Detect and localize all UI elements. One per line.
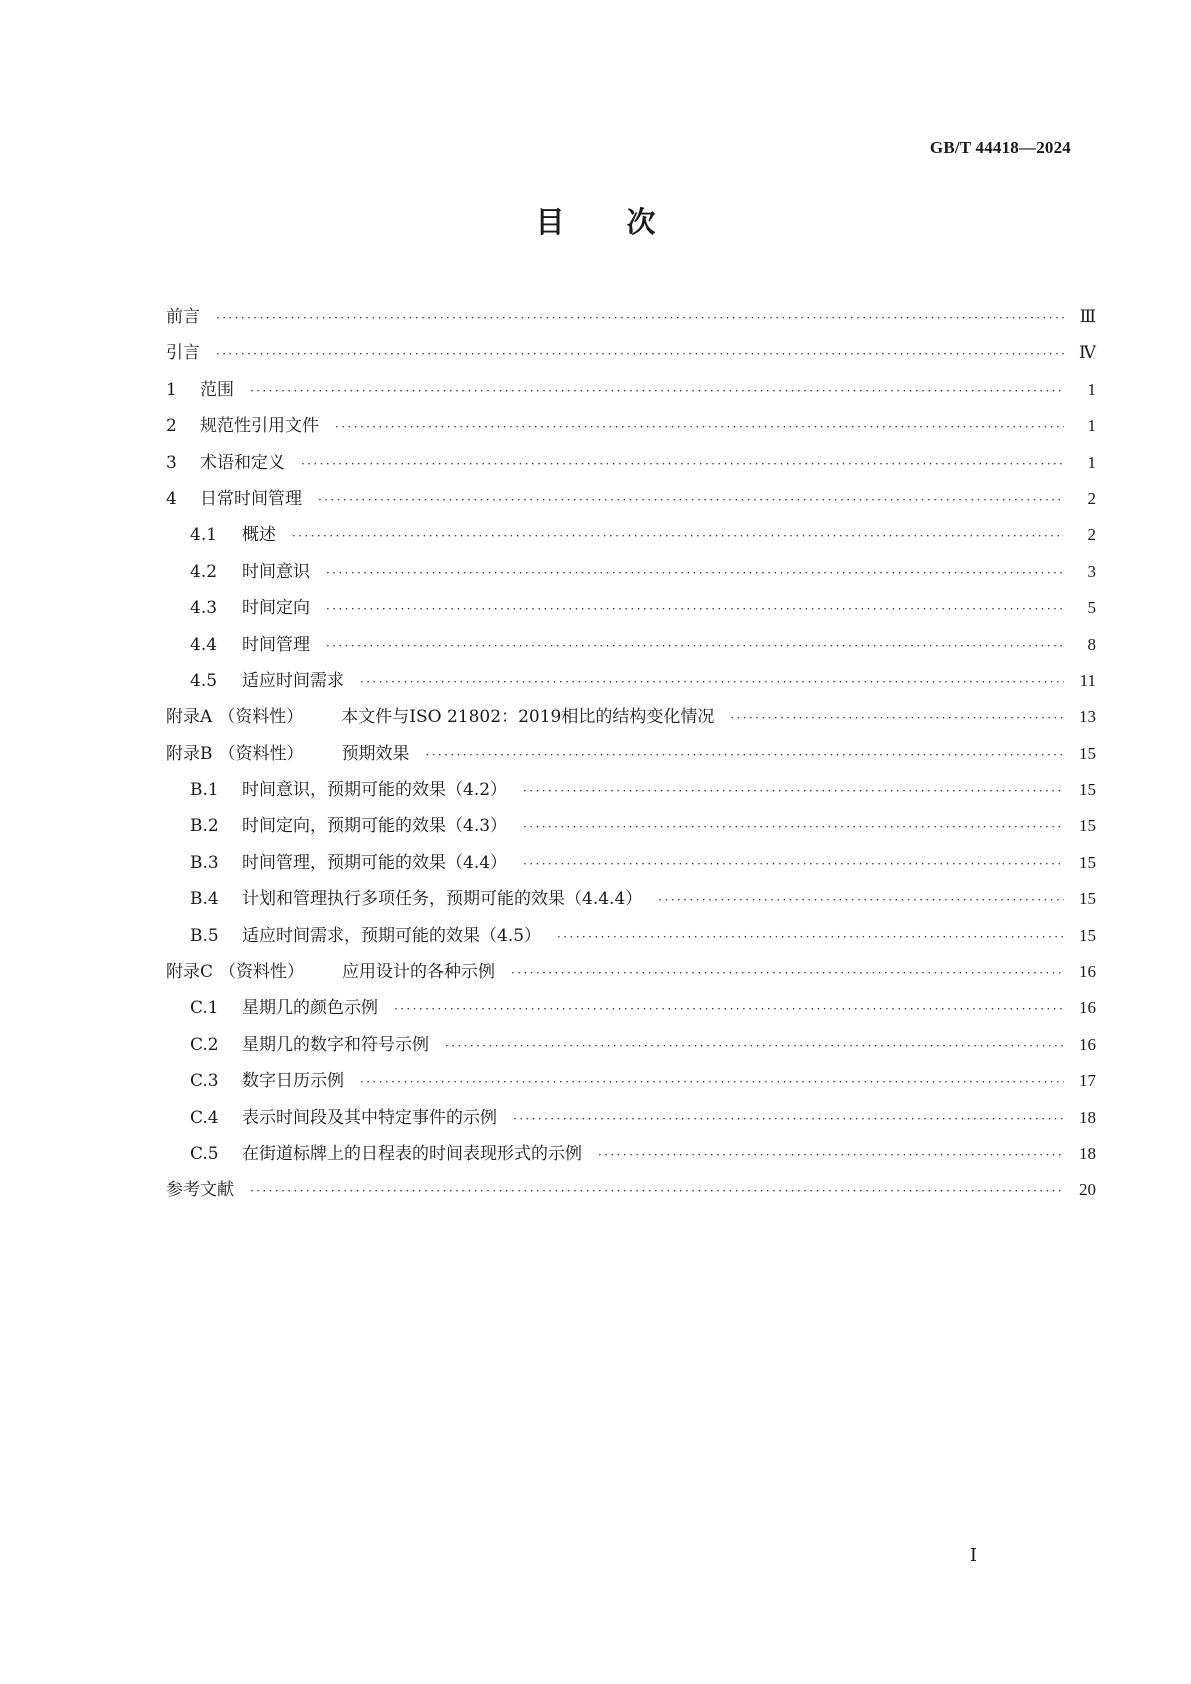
toc-label: 星期几的数字和符号示例 xyxy=(242,1034,429,1055)
toc-entry-4-5[interactable] xyxy=(166,666,1096,702)
toc-number: 4 xyxy=(166,488,177,509)
dot-leader xyxy=(511,966,1064,980)
dot-leader xyxy=(335,420,1064,434)
toc-entry-foreword[interactable] xyxy=(166,302,1096,338)
dot-leader xyxy=(360,1075,1064,1089)
dot-leader xyxy=(523,820,1064,834)
toc-entry-c-2[interactable] xyxy=(166,1030,1096,1066)
toc-page: 3 xyxy=(1087,561,1096,581)
toc-page: 18 xyxy=(1079,1143,1096,1163)
toc-number: 4.1 xyxy=(190,525,218,546)
toc-entry-c-5[interactable] xyxy=(166,1139,1096,1175)
toc-label: 术语和定义 xyxy=(200,452,285,473)
dot-leader xyxy=(523,784,1064,798)
toc-entry-4-2[interactable] xyxy=(166,557,1096,593)
toc-entry-annex-b[interactable] xyxy=(166,739,1096,775)
toc-number: 附录B xyxy=(166,743,213,764)
toc-label: 预期效果 xyxy=(341,743,410,764)
toc-page: 1 xyxy=(1087,416,1096,436)
toc-entry-b-5[interactable] xyxy=(166,921,1096,957)
toc-number: 附录A xyxy=(166,707,213,728)
toc-number: B.3 xyxy=(190,852,219,873)
toc-entry-b-2[interactable] xyxy=(166,811,1096,847)
toc-label: 参考文献 xyxy=(166,1180,234,1201)
toc-label: 在街道标牌上的日程表的时间表现形式的示例 xyxy=(242,1143,582,1164)
toc-entry-1[interactable] xyxy=(166,375,1096,411)
dot-leader xyxy=(326,566,1064,580)
annex-category: （资料性） xyxy=(218,707,304,728)
toc-label: 时间定向，预期可能的效果（4.3） xyxy=(242,816,508,837)
toc-page: 16 xyxy=(1079,962,1096,982)
toc-title: 目次 xyxy=(535,205,718,239)
dot-leader xyxy=(730,711,1064,725)
toc-page: 15 xyxy=(1079,889,1096,909)
toc-page: 16 xyxy=(1079,1034,1096,1054)
annex-category: （资料性） xyxy=(219,962,305,983)
toc-page: 15 xyxy=(1079,925,1096,945)
toc-number: C.5 xyxy=(190,1143,219,1164)
toc-label: 前言 xyxy=(166,307,200,327)
dot-leader xyxy=(658,893,1064,907)
toc-page: 18 xyxy=(1079,1107,1096,1127)
toc-entry-c-1[interactable] xyxy=(166,993,1096,1029)
toc-entry-bibliography[interactable] xyxy=(166,1175,1096,1211)
table-of-contents xyxy=(166,302,1096,1212)
dot-leader xyxy=(360,675,1064,689)
toc-page: 15 xyxy=(1079,852,1096,872)
toc-page: 15 xyxy=(1079,743,1096,763)
toc-label: 表示时间段及其中特定事件的示例 xyxy=(242,1107,497,1128)
toc-number: 1 xyxy=(166,379,177,400)
dot-leader xyxy=(216,311,1064,325)
toc-number: 4.3 xyxy=(190,598,218,619)
toc-label: 范围 xyxy=(200,379,234,400)
toc-label: 应用设计的各种示例 xyxy=(342,962,496,983)
dot-leader xyxy=(598,1148,1064,1162)
toc-entry-annex-a[interactable] xyxy=(166,702,1096,738)
toc-number: C.3 xyxy=(190,1071,219,1092)
toc-entry-b-1[interactable] xyxy=(166,775,1096,811)
toc-number: B.1 xyxy=(190,780,219,801)
dot-leader xyxy=(513,1112,1064,1126)
toc-label: 规范性引用文件 xyxy=(200,416,319,437)
toc-page: 8 xyxy=(1087,634,1096,654)
toc-label: 计划和管理执行多项任务，预期可能的效果（4.4.4） xyxy=(242,889,643,910)
dot-leader xyxy=(523,857,1064,871)
toc-label: 适应时间需求，预期可能的效果（4.5） xyxy=(242,925,542,946)
toc-entry-b-3[interactable] xyxy=(166,848,1096,884)
toc-entry-2[interactable] xyxy=(166,411,1096,447)
toc-label: 本文件与ISO 21802：2019相比的结构变化情况 xyxy=(341,707,715,728)
toc-entry-c-3[interactable] xyxy=(166,1066,1096,1102)
dot-leader xyxy=(394,1002,1064,1016)
toc-number: B.5 xyxy=(190,925,219,946)
toc-entry-4-4[interactable] xyxy=(166,630,1096,666)
annex-category: （资料性） xyxy=(218,743,304,764)
toc-page: 1 xyxy=(1087,452,1096,472)
toc-entry-introduction[interactable] xyxy=(166,338,1096,374)
toc-number: 4.2 xyxy=(190,561,218,582)
dot-leader xyxy=(445,1039,1064,1053)
page-number: Ⅰ xyxy=(969,1545,977,1565)
toc-page: 5 xyxy=(1087,598,1096,618)
toc-page: 13 xyxy=(1079,707,1096,727)
toc-label: 数字日历示例 xyxy=(242,1071,344,1092)
toc-label: 时间管理 xyxy=(242,634,310,655)
toc-entry-4-3[interactable] xyxy=(166,593,1096,629)
toc-number: 4.5 xyxy=(190,670,218,691)
toc-number: 3 xyxy=(166,452,177,473)
toc-label: 时间意识，预期可能的效果（4.2） xyxy=(242,780,508,801)
toc-label: 引言 xyxy=(166,343,200,364)
dot-leader xyxy=(326,639,1064,653)
toc-label: 日常时间管理 xyxy=(200,488,302,509)
toc-number: 2 xyxy=(166,416,177,437)
dot-leader xyxy=(326,602,1064,616)
toc-page: 11 xyxy=(1079,670,1096,690)
toc-page: 2 xyxy=(1087,525,1096,545)
dot-leader xyxy=(292,529,1064,543)
toc-entry-annex-c[interactable] xyxy=(166,957,1096,993)
toc-number: 附录C xyxy=(166,962,214,983)
toc-page: 15 xyxy=(1079,816,1096,836)
dot-leader xyxy=(216,347,1064,361)
dot-leader xyxy=(301,457,1064,471)
toc-number: B.2 xyxy=(190,816,219,837)
toc-entry-c-4[interactable] xyxy=(166,1103,1096,1139)
toc-number: C.1 xyxy=(190,998,219,1019)
toc-page: 20 xyxy=(1079,1180,1096,1200)
toc-label: 星期几的颜色示例 xyxy=(242,998,378,1019)
toc-page: 1 xyxy=(1087,379,1096,399)
toc-entry-4[interactable] xyxy=(166,484,1096,520)
toc-entry-4-1[interactable] xyxy=(166,520,1096,556)
dot-leader xyxy=(318,493,1064,507)
toc-entry-b-4[interactable] xyxy=(166,884,1096,920)
toc-entry-3[interactable] xyxy=(166,448,1096,484)
toc-label: 时间定向 xyxy=(242,598,310,619)
toc-number: C.4 xyxy=(190,1107,219,1128)
toc-number: B.4 xyxy=(190,889,219,910)
dot-leader xyxy=(426,748,1065,762)
toc-label: 时间意识 xyxy=(242,561,310,582)
toc-number: 4.4 xyxy=(190,634,218,655)
toc-page: 2 xyxy=(1087,488,1096,508)
toc-page: 17 xyxy=(1079,1071,1096,1091)
dot-leader xyxy=(250,384,1064,398)
toc-page: Ⅲ xyxy=(1079,307,1096,326)
toc-label: 时间管理，预期可能的效果（4.4） xyxy=(242,852,508,873)
dot-leader xyxy=(250,1184,1064,1198)
standard-code: GB/T 44418—2024 xyxy=(929,138,1071,157)
toc-label: 概述 xyxy=(242,525,276,546)
toc-page: 15 xyxy=(1079,780,1096,800)
dot-leader xyxy=(557,930,1064,944)
toc-page: Ⅳ xyxy=(1079,343,1096,363)
toc-label: 适应时间需求 xyxy=(242,670,344,691)
toc-number: C.2 xyxy=(190,1034,219,1055)
toc-page: 16 xyxy=(1079,998,1096,1018)
